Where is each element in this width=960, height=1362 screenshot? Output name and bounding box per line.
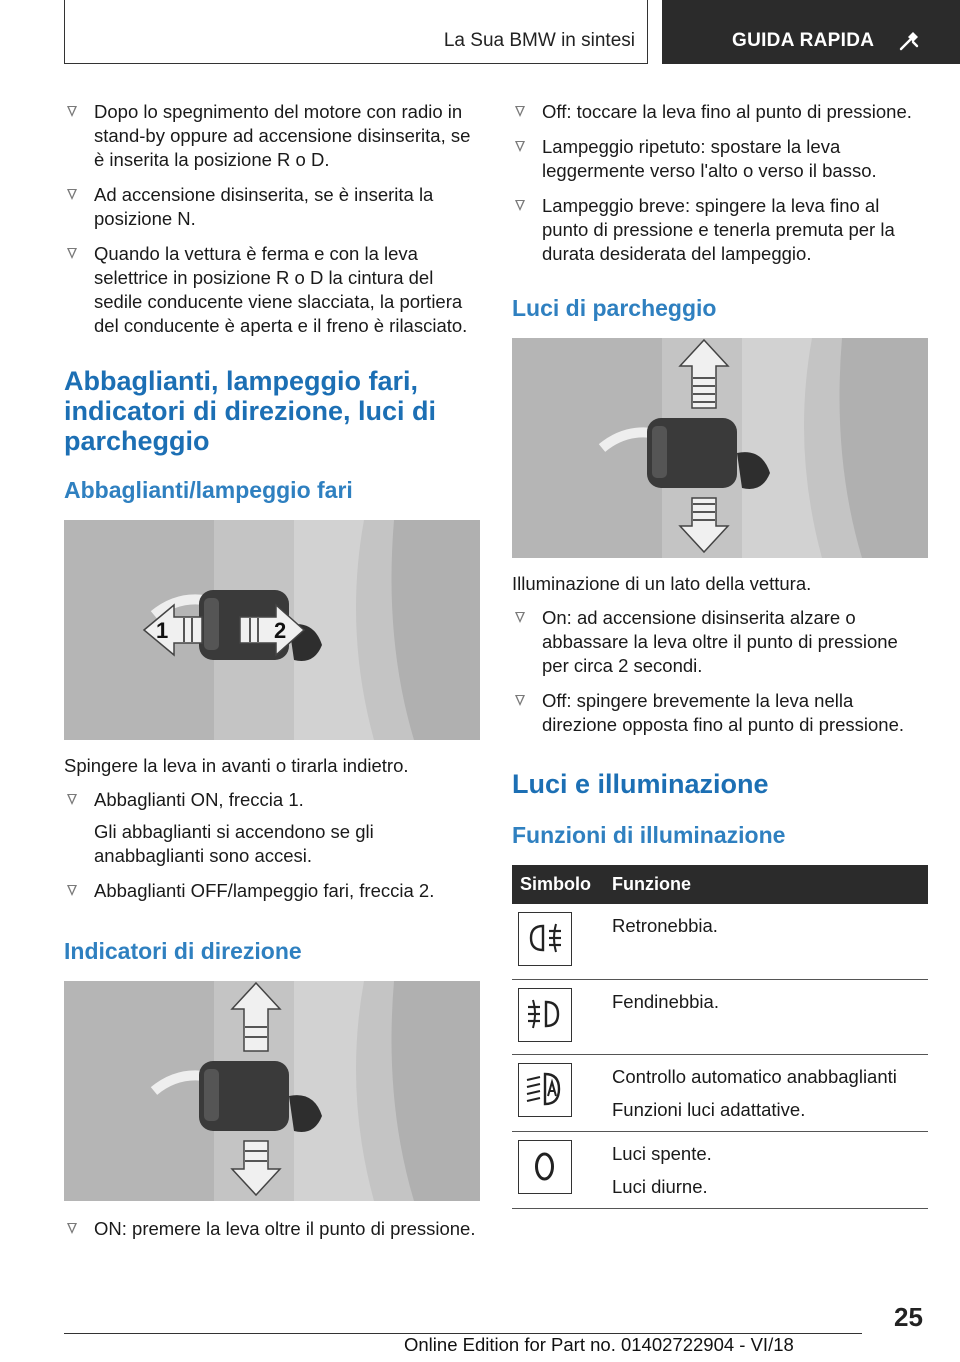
function-text: Luci spente. — [612, 1142, 712, 1164]
list-item — [512, 135, 928, 183]
high-beam-illustration — [64, 520, 480, 740]
list-item-text: On: ad accensione disinserita alzare o abbassare la leva oltre il punto di pressione per circa 2 secondi. — [542, 607, 898, 676]
wrench-icon — [898, 28, 922, 52]
lights-off-icon — [518, 1140, 572, 1194]
turn-signals-illustration — [64, 981, 480, 1201]
list-item — [64, 879, 480, 903]
bullet-triangle-icon — [67, 248, 77, 259]
list-item — [512, 100, 928, 124]
parking-lights-heading: Luci di parcheggio — [512, 295, 717, 321]
bullet-triangle-icon — [515, 141, 525, 152]
bullet-triangle-icon — [67, 1223, 77, 1234]
table-row — [512, 1131, 928, 1208]
table-row — [512, 1054, 928, 1131]
function-text: Retronebbia. — [612, 915, 718, 936]
list-item — [512, 194, 928, 266]
automatic-headlight-icon — [518, 1063, 572, 1117]
bullet-triangle-icon — [67, 189, 77, 200]
function-text: Controllo automatico anabbaglianti — [612, 1065, 897, 1087]
bullet-triangle-icon — [67, 885, 77, 896]
list-item — [512, 689, 928, 737]
list-item — [64, 242, 480, 338]
bullet-triangle-icon — [515, 612, 525, 623]
left-column — [64, 100, 480, 1252]
function-text: Fendinebbia. — [612, 990, 719, 1012]
list-item-text: Lampeggio ripetuto: spostare la leva leggermente verso l'alto o verso il basso. — [542, 136, 877, 181]
parking-lights-illustration — [512, 338, 928, 558]
list-item-text: Off: spingere brevemente la leva nella direzione opposta fino al punto di pressione. — [542, 690, 905, 735]
lights-heading: Luci e illuminazione — [512, 769, 769, 799]
list-item-text: Lampeggio breve: spingere la leva fino al punto di pressione e tenerla premuta per la durata desiderata del lampeggio. — [542, 195, 895, 264]
list-item — [64, 788, 480, 868]
lighting-functions-heading: Funzioni di illuminazione — [512, 822, 786, 848]
turn-signals-heading: Indicatori di direzione — [64, 938, 302, 964]
bullet-triangle-icon — [67, 106, 77, 117]
bullet-triangle-icon — [67, 794, 77, 805]
column-header-function: Funzione — [608, 865, 928, 904]
header-chapter-box — [662, 0, 960, 64]
header-section-box — [64, 0, 648, 64]
right-column — [512, 100, 928, 1209]
bullet-triangle-icon — [515, 106, 525, 117]
table-row — [512, 979, 928, 1054]
chapter-title: GUIDA RAPIDA — [732, 30, 875, 51]
parking-lights-caption: Illuminazione di un lato della vettura. — [512, 573, 812, 594]
table-row — [512, 904, 928, 979]
list-item — [64, 1217, 480, 1241]
list-item — [512, 606, 928, 678]
high-beam-figure — [64, 520, 480, 740]
rear-fog-light-icon — [518, 912, 572, 966]
arrow-label-2: 2 — [274, 618, 287, 643]
list-item — [64, 183, 480, 231]
high-beam-caption: Spingere la leva in avanti o tirarla indietro. — [64, 755, 409, 776]
page-number: 25 — [894, 1302, 923, 1332]
high-beam-heading: Abbaglianti/lampeggio fari — [64, 477, 353, 503]
list-item-text: Abbaglianti OFF/lampeggio fari, freccia 2. — [94, 880, 435, 901]
footer-edition: Online Edition for Part no. 01402722904 - VI/18 — [404, 1334, 794, 1355]
section-title: La Sua BMW in sintesi — [443, 30, 635, 51]
bullet-triangle-icon — [515, 695, 525, 706]
main-heading: Abbaglianti, lampeggio fari, indicatori di direzione, luci di parcheggio — [64, 366, 437, 456]
parking-lights-figure — [512, 338, 928, 558]
lighting-functions-table — [512, 865, 928, 1209]
list-item-text: Off: toccare la leva fino al punto di pressione. — [542, 101, 912, 122]
column-header-symbol: Simbolo — [512, 865, 608, 904]
list-item-text: ON: premere la leva oltre il punto di pressione. — [94, 1218, 476, 1239]
list-item-text: Dopo lo spegnimento del motore con radio in stand-by oppure ad accensione disinserita, se è inserita la posizione R o D. — [94, 101, 471, 170]
list-item-text: Abbaglianti ON, freccia 1. — [94, 789, 304, 810]
arrow-label-1: 1 — [156, 618, 169, 643]
function-text: Luci diurne. — [612, 1175, 708, 1197]
front-fog-light-icon — [518, 988, 572, 1042]
list-item-text: Ad accensione disinserita, se è inserita la posizione N. — [94, 184, 434, 229]
function-text: Funzioni luci adattative. — [612, 1098, 806, 1120]
list-item-text: Gli abbaglianti si accendono se gli anabbaglianti sono accesi. — [94, 821, 374, 866]
table-header-row — [512, 865, 928, 904]
list-item-text: Quando la vettura è ferma e con la leva selettrice in posizione R o D la cintura del sedile conducente viene slacciata, la portiera del conducente è aperta e il freno è rilasciato. — [94, 243, 468, 336]
list-item — [64, 100, 480, 172]
bullet-triangle-icon — [515, 200, 525, 211]
turn-signals-figure — [64, 981, 480, 1201]
